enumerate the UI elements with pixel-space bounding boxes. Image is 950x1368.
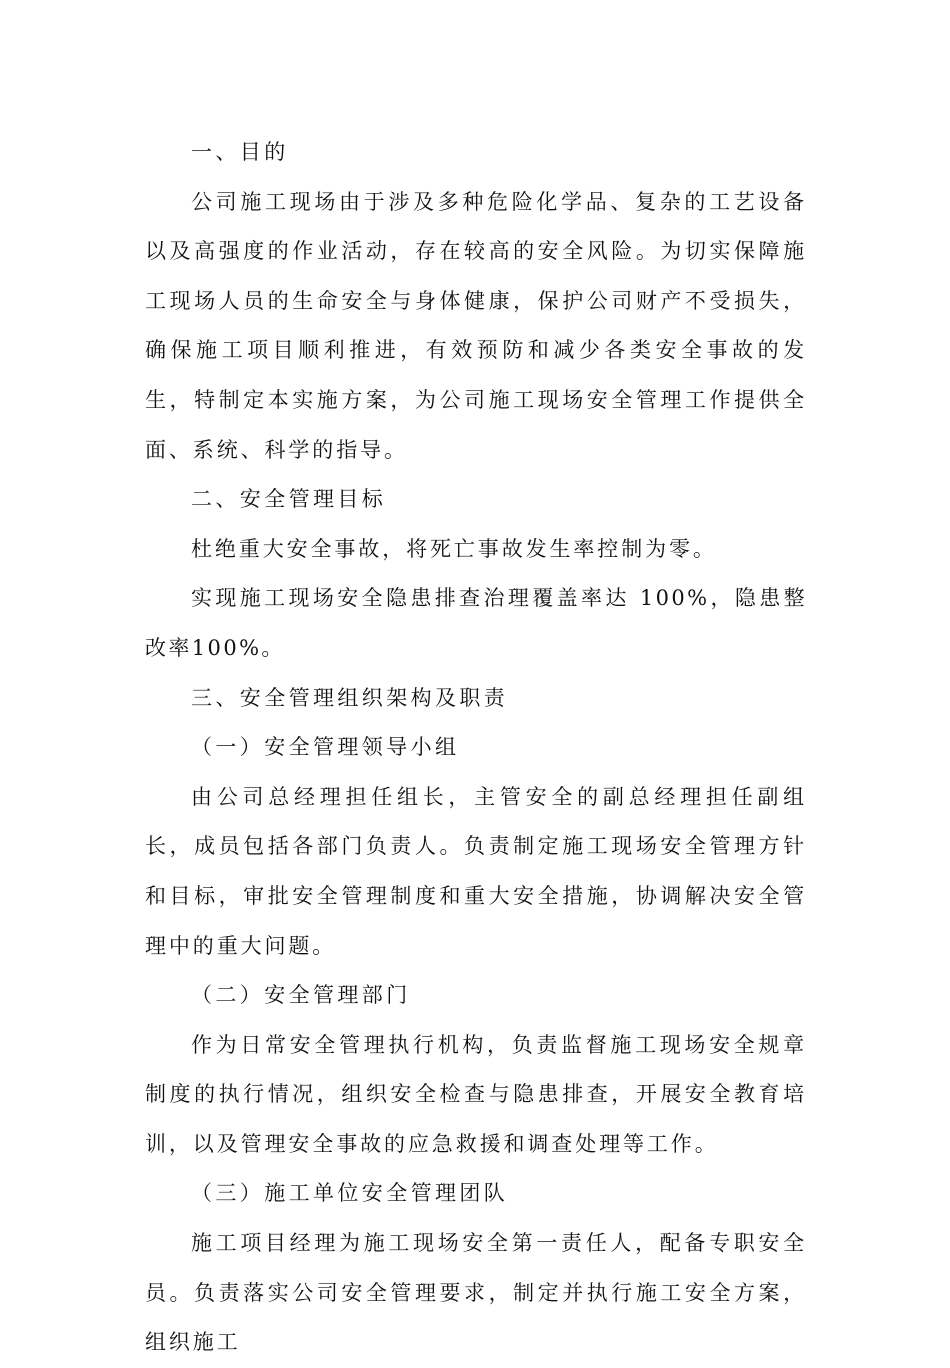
paragraph-leadership-group: 由公司总经理担任组长，主管安全的副总经理担任副组长，成员包括各部门负责人。负责制定施工现场安全管理方针和目标，审批安全管理制度和重大安全措施，协调解决安全管理中的重大问题。 <box>145 784 807 958</box>
section-heading-purpose: 一、目的 <box>191 140 289 164</box>
document-body <box>145 128 807 1368</box>
paragraph-safety-department: 作为日常安全管理执行机构，负责监督施工现场安全规章制度的执行情况，组织安全检查与隐患排查，开展安全教育培训，以及管理安全事故的应急救援和调查处理等工作。 <box>145 1032 807 1156</box>
subsection-heading-construction-team: （三）施工单位安全管理团队 <box>191 1181 509 1206</box>
subsection-heading-leadership-group: （一）安全管理领导小组 <box>191 735 460 760</box>
paragraph-goal-zero-fatality: 杜绝重大安全事故，将死亡事故发生率控制为零。 <box>191 536 717 561</box>
paragraph-goal-hazard-coverage: 实现施工现场安全隐患排查治理覆盖率达 100%，隐患整改率100%。 <box>145 586 807 660</box>
section-heading-safety-goals: 二、安全管理目标 <box>191 487 387 512</box>
section-heading-organization: 三、安全管理组织架构及职责 <box>191 685 509 710</box>
subsection-heading-safety-department: （二）安全管理部门 <box>191 983 411 1008</box>
paragraph-purpose: 公司施工现场由于涉及多种危险化学品、复杂的工艺设备以及高强度的作业活动，存在较高的安全风险。为切实保障施工现场人员的生命安全与身体健康，保护公司财产不受损失，确保施工项目顺利推进，有效预防和减少各类安全事故的发生，特制定本实施方案，为公司施工现场安全管理工作提供全面、系统、科学的指导。 <box>145 189 807 462</box>
paragraph-construction-team: 施工项目经理为施工现场安全第一责任人，配备专职安全员。负责落实公司安全管理要求，制定并执行施工安全方案，组织施工 <box>145 1231 807 1355</box>
